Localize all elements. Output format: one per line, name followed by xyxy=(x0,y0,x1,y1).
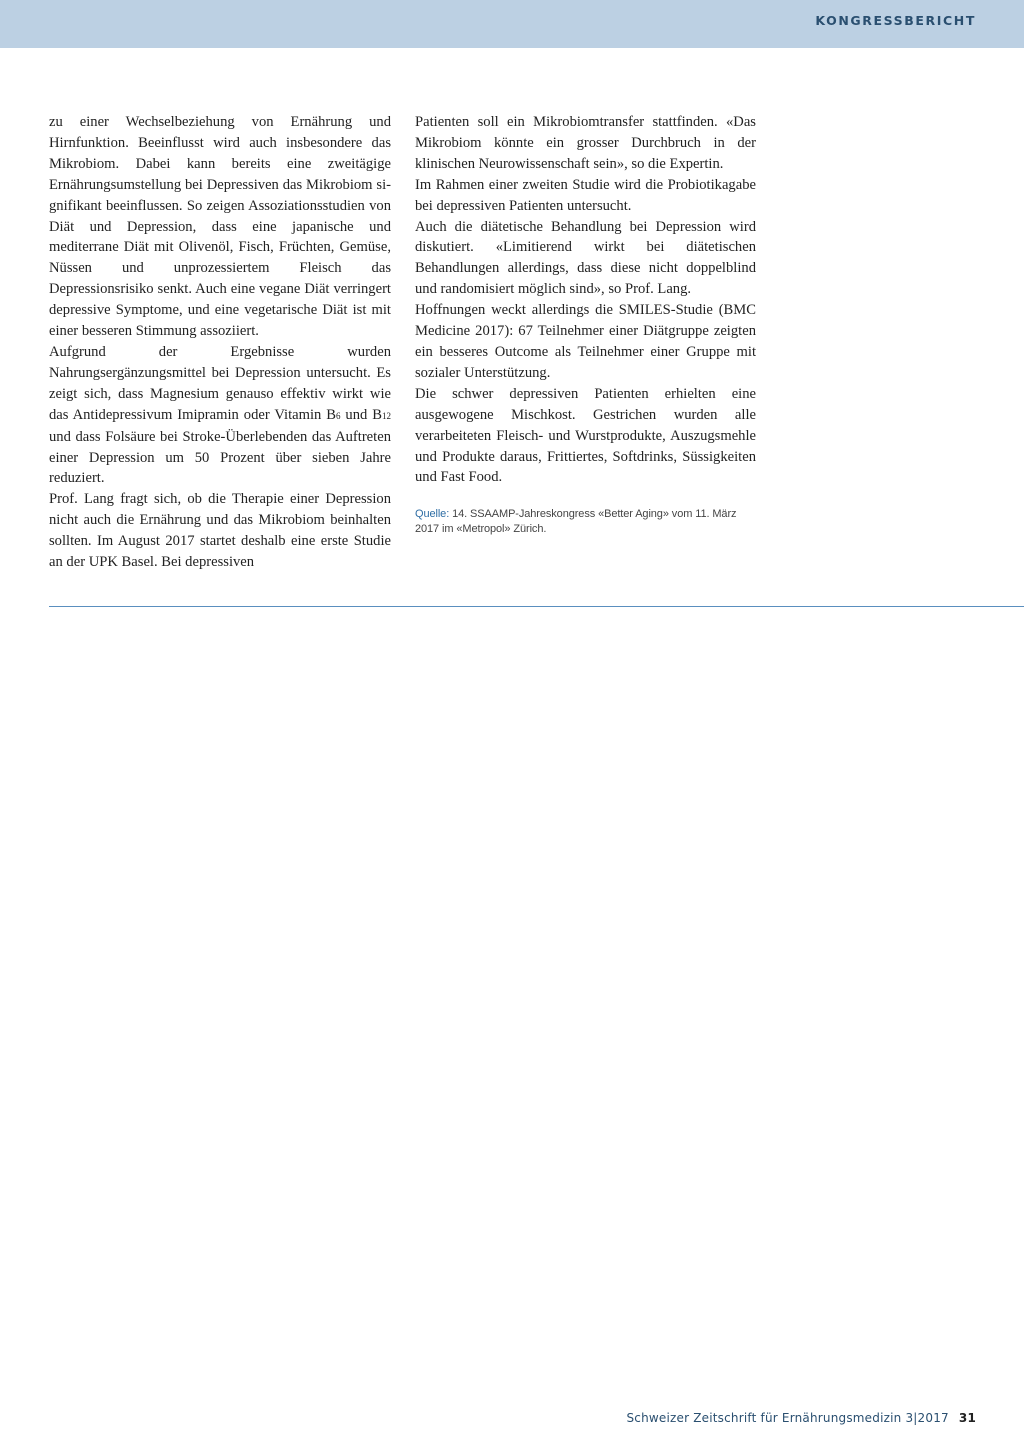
page-number: 31 xyxy=(958,1411,976,1425)
section-label: KONGRESSBERICHT xyxy=(815,13,976,28)
vitamin-subscript: 12 xyxy=(382,410,391,421)
article-column-right xyxy=(415,112,756,537)
vitamin-subscript: 6 xyxy=(336,410,341,421)
header-band xyxy=(0,0,1024,48)
article-paragraph: Prof. Lang fragt sich, ob die Therapie einer Depression nicht auch die Ernährung und das Mikrobiom beinhalten sollten. Im August 2017 startet deshalb eine erste Studie an der UPK Basel. Bei depressiven xyxy=(49,491,391,571)
article-paragraph: zu einer Wechselbeziehung von Ernährung und Hirnfunktion. Beeinflusst wird auch insbesondere das Mikrobiom. Dabei kann bereits eine zweitägige Ernährungsumstellung bei Depressiven das Mikrobiom si-gnifikant beeinflussen. So zeigen Assoziationsstudien von Diät und Depression, dass eine japanische und mediterrane Diät mit Olivenöl, Fisch, Früchten, Gemüse, Nüssen und unprozessiertem Fleisch das Depressionsrisiko senkt. Auch eine vegane Diät verringert depressive Symptome, und eine vegetarische Diät ist mit einer besseren Stimmung assoziiert. xyxy=(49,114,391,340)
journal-title: Schweizer Zeitschrift für Ernährungsmedizin 3|2017 xyxy=(626,1411,949,1425)
source-note xyxy=(415,507,756,537)
page-footer xyxy=(626,1411,976,1425)
section-divider xyxy=(49,606,1024,607)
article-paragraph-vitamins: Aufgrund der Ergebnisse wurden Nahrungsergänzungsmittel bei Depression untersucht. Es zeigt sich, dass Magnesium genauso effektiv wirkt wie das Antidepressivum Imipramin oder Vitamin B6 und B12 und dass Folsäure bei Stroke-Überlebenden das Auftreten einer Depression um 50 Prozent über sieben Jahre reduziert. xyxy=(49,343,391,487)
article-column-left xyxy=(49,112,391,573)
article-paragraph: Im Rahmen einer zweiten Studie wird die Probiotikagabe bei depressiven Patienten untersucht. xyxy=(415,176,756,214)
source-label: Quelle: xyxy=(415,508,450,521)
article-paragraph: Auch die diätetische Behandlung bei Depression wird diskutiert. «Limitierend wirkt bei diätetischen Behandlungen allerdings, dass diese nicht doppelblind und randomisiert möglich sind», so Prof. Lang. xyxy=(415,218,756,298)
source-text: 14. SSAAMP-Jahreskongress «Better Aging» vom 11. März 2017 im «Metropol» Zürich. xyxy=(415,508,737,536)
article-paragraph: Hoffnungen weckt allerdings die SMILES-Studie (BMC Medicine 2017): 67 Teilnehmer einer Diätgruppe zeigten ein besseres Outcome als Teilnehmer einer Gruppe mit sozialer Unterstützung. xyxy=(415,302,756,381)
article-paragraph: Patienten soll ein Mikrobiomtransfer stattfinden. «Das Mikrobiom könnte ein grosser Durchbruch in der klinischen Neurowissenschaft sein», so die Expertin. xyxy=(415,114,756,172)
article-paragraph: Die schwer depressiven Patienten erhielten eine ausgewogene Mischkost. Gestrichen wurden alle verarbeiteten Fleisch- und Wurstprodukte, Auszugsmehle und Produkte daraus, Frittiertes, Softdrinks, Süssigkeiten und Fast Food. xyxy=(415,385,756,486)
